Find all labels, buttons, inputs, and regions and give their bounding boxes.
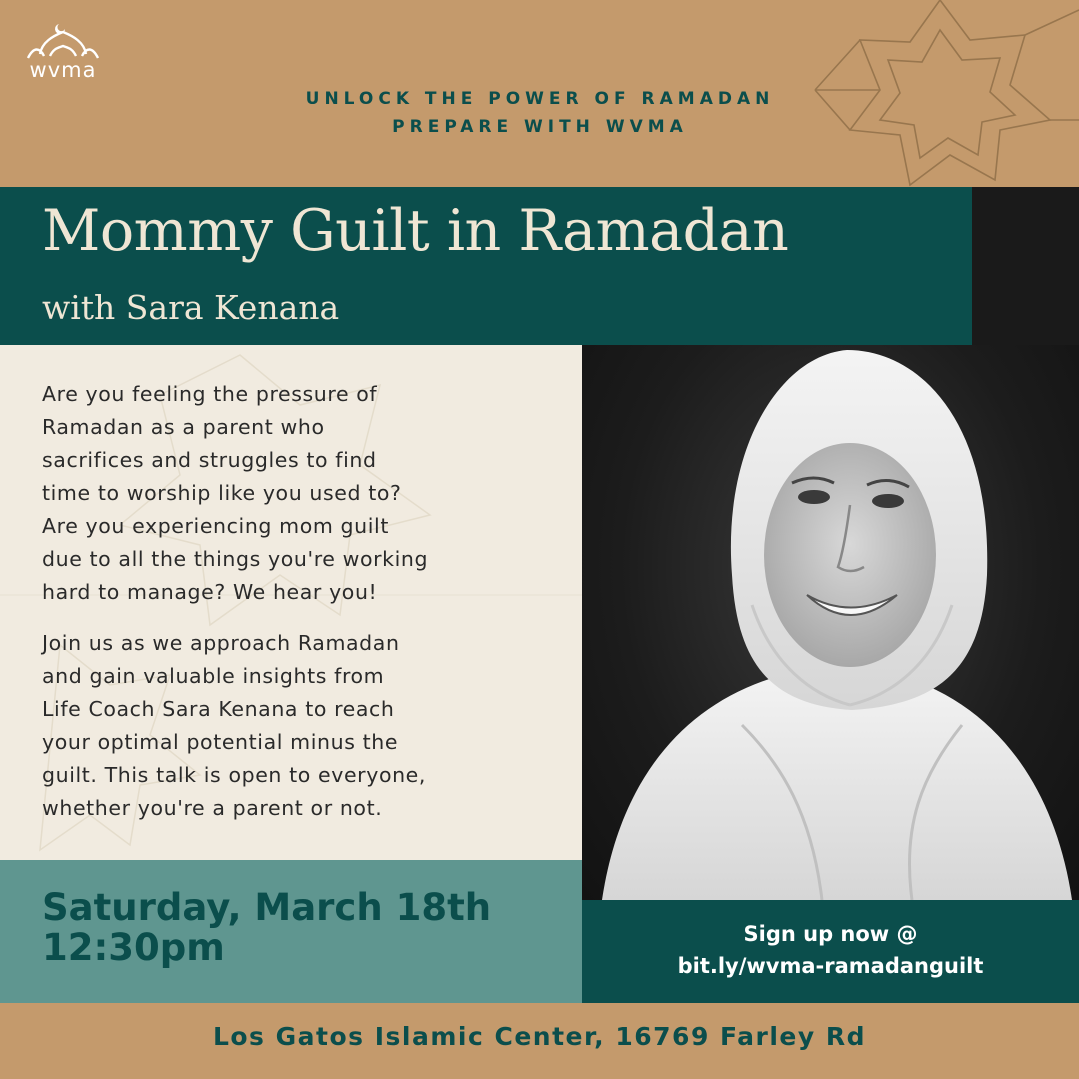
paragraph-line: Are you feeling the pressure of	[42, 382, 378, 406]
paragraph-line: time to worship like you used to?	[42, 481, 402, 505]
logo-text: wvma	[29, 58, 97, 82]
islamic-star-pattern-icon	[800, 0, 1079, 187]
paragraph-line: hard to manage? We hear you!	[42, 580, 378, 604]
tagline-line-1: UNLOCK THE POWER OF RAMADAN	[305, 89, 775, 109]
tagline-line-2: PREPARE WITH WVMA	[392, 117, 688, 137]
paragraph-line: due to all the things you're working	[42, 547, 429, 571]
wvma-logo	[20, 18, 106, 82]
paragraph-line: sacrifices and struggles to find	[42, 448, 377, 472]
mosque-dome-icon	[20, 18, 106, 62]
event-time: 12:30pm	[42, 926, 225, 969]
paragraph-line: whether you're a parent or not.	[42, 796, 383, 820]
description-paragraph-1	[42, 378, 552, 609]
event-location: Los Gatos Islamic Center, 16769 Farley Rd	[212, 1022, 867, 1051]
paragraph-line: Are you experiencing mom guilt	[42, 514, 389, 538]
signup-prompt: Sign up now @	[743, 922, 918, 946]
paragraph-line: Ramadan as a parent who	[42, 415, 325, 439]
description-paragraph-2	[42, 627, 552, 825]
event-subtitle: with Sara Kenana	[42, 288, 340, 327]
paragraph-line: Join us as we approach Ramadan	[42, 631, 400, 655]
photo-backdrop-top	[972, 187, 1079, 347]
portrait-illustration	[582, 345, 1079, 900]
speaker-portrait-photo	[582, 345, 1079, 900]
paragraph-line: guilt. This talk is open to everyone,	[42, 763, 427, 787]
event-title: Mommy Guilt in Ramadan	[42, 198, 789, 264]
paragraph-line: and gain valuable insights from	[42, 664, 385, 688]
paragraph-line: Life Coach Sara Kenana to reach	[42, 697, 395, 721]
event-date: Saturday, March 18th	[42, 886, 492, 929]
signup-link[interactable]: bit.ly/wvma-ramadanguilt	[677, 954, 984, 978]
paragraph-line: your optimal potential minus the	[42, 730, 399, 754]
